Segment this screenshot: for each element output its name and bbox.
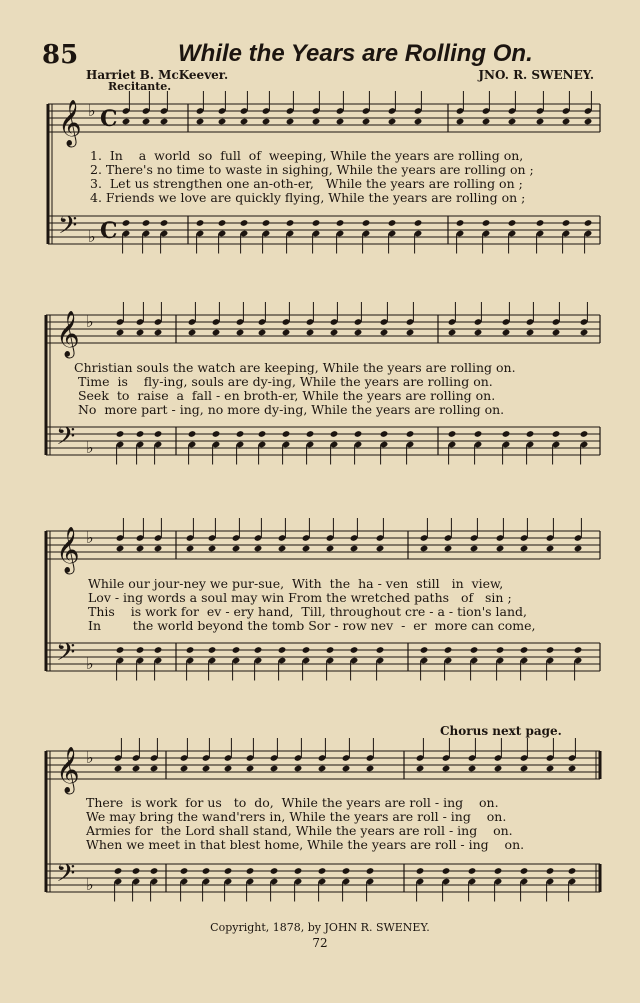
note-head <box>496 545 505 553</box>
note-head <box>354 430 363 438</box>
flat-sign-icon: ♭ <box>86 875 94 894</box>
note-head <box>302 646 311 654</box>
note-head <box>326 545 335 553</box>
note-head <box>180 867 189 875</box>
note-head <box>212 430 221 438</box>
lyric-line-s2-v4: No more part - ing, no more dy-ing, While the years are rolling on. <box>74 402 505 417</box>
note-head <box>294 765 303 773</box>
copyright-notice: Copyright, 1878, by JOHN R. SWENEY. <box>210 921 430 934</box>
note-head <box>318 765 327 773</box>
treble-clef-icon: 𝄞 <box>58 100 82 146</box>
note-head <box>154 329 163 337</box>
flat-sign-icon: ♭ <box>86 438 94 457</box>
note-head <box>246 867 255 875</box>
note-head <box>326 646 335 654</box>
note-head <box>568 765 577 773</box>
note-head <box>188 430 197 438</box>
note-head <box>536 219 545 227</box>
note-head <box>494 867 503 875</box>
note-head <box>312 118 321 126</box>
flat-sign-icon: ♭ <box>86 748 94 767</box>
note-head <box>354 329 363 337</box>
note-head <box>150 765 159 773</box>
bass-clef-icon: 𝄢 <box>56 422 76 457</box>
lyric-line-s3-v2: Lov - ing words a soul may win From the wretched paths of sin ; <box>88 590 512 605</box>
note-head <box>262 219 271 227</box>
note-head <box>136 646 145 654</box>
lyric-line-s4-v3: Armies for the Lord shall stand, While the years are roll - ing on. <box>86 823 513 838</box>
note-head <box>448 430 457 438</box>
lyric-line-s1-v4: 4. Friends we love are quickly flying, While the years are rolling on ; <box>90 190 526 205</box>
note-head <box>136 545 145 553</box>
note-head <box>342 765 351 773</box>
note-head <box>420 545 429 553</box>
note-head <box>362 118 371 126</box>
note-head <box>546 646 555 654</box>
note-head <box>442 867 451 875</box>
lyric-line-s4-v1: There is work for us to do, While the years are roll - ing on. <box>86 795 499 810</box>
note-head <box>240 219 249 227</box>
note-head <box>420 646 429 654</box>
flat-sign-icon: ♭ <box>88 101 96 120</box>
note-head <box>262 118 271 126</box>
lyric-line-s3-v3: This is work for ev - ery hand, Till, throughout cre - a - tion's land, <box>88 604 528 619</box>
flat-sign-icon: ♭ <box>88 227 96 246</box>
note-head <box>286 219 295 227</box>
lyric-line-s4-v2: We may bring the wand'rers in, While the years are roll - ing on. <box>86 809 507 824</box>
note-head <box>574 646 583 654</box>
note-head <box>562 118 571 126</box>
note-head <box>116 430 125 438</box>
note-head <box>406 329 415 337</box>
bass-clef-icon: 𝄢 <box>56 638 76 673</box>
lyric-line-s2-v1: Christian souls the watch are keeping, While the years are rolling on. <box>74 360 516 375</box>
note-head <box>240 118 249 126</box>
note-head <box>232 646 241 654</box>
note-head <box>406 430 415 438</box>
note-head <box>380 329 389 337</box>
lyric-line-s1-v1: 1. In a world so full of weeping, While the years are rolling on, <box>90 148 524 163</box>
note-head <box>212 329 221 337</box>
note-head <box>520 765 529 773</box>
note-head <box>154 646 163 654</box>
note-head <box>254 646 263 654</box>
note-head <box>180 765 189 773</box>
note-head <box>116 545 125 553</box>
note-head <box>376 646 385 654</box>
note-head <box>470 646 479 654</box>
note-head <box>218 118 227 126</box>
note-head <box>444 545 453 553</box>
note-head <box>482 219 491 227</box>
note-head <box>136 329 145 337</box>
note-head <box>508 219 517 227</box>
note-head <box>286 118 295 126</box>
note-head <box>208 545 217 553</box>
note-head <box>122 219 131 227</box>
hymn-number: 85 <box>42 40 79 70</box>
lyric-line-s3-v4: In the world beyond the tomb Sor - row nev - er more can come, <box>88 618 536 633</box>
note-head <box>302 545 311 553</box>
note-head <box>116 646 125 654</box>
note-head <box>330 430 339 438</box>
treble-clef-icon: 𝄞 <box>56 311 80 357</box>
note-head <box>132 867 141 875</box>
note-head <box>496 646 505 654</box>
lyric-line-s1-v2: 2. There's no time to waste in sighing, While the years are rolling on ; <box>90 162 534 177</box>
note-head <box>306 430 315 438</box>
note-head <box>160 219 169 227</box>
note-head <box>114 867 123 875</box>
note-head <box>188 329 197 337</box>
note-head <box>254 545 263 553</box>
note-head <box>132 765 141 773</box>
note-head <box>270 867 279 875</box>
note-head <box>236 430 245 438</box>
note-head <box>186 646 195 654</box>
note-head <box>246 765 255 773</box>
note-head <box>278 545 287 553</box>
note-head <box>448 329 457 337</box>
note-head <box>196 219 205 227</box>
note-head <box>350 646 359 654</box>
note-head <box>208 646 217 654</box>
flat-sign-icon: ♭ <box>86 528 94 547</box>
lyric-line-s3-v1: While our jour-ney we pur-sue, With the ha - ven still in view, <box>88 576 504 591</box>
note-head <box>546 765 555 773</box>
note-head <box>196 118 205 126</box>
note-head <box>416 765 425 773</box>
note-head <box>414 118 423 126</box>
note-head <box>116 329 125 337</box>
note-head <box>224 867 233 875</box>
note-head <box>574 545 583 553</box>
note-head <box>142 118 151 126</box>
chorus-next-note: Chorus next page. <box>440 724 562 738</box>
note-head <box>584 219 593 227</box>
composer-credit: JNO. R. SWENEY. <box>478 68 594 82</box>
note-head <box>366 765 375 773</box>
note-head <box>202 765 211 773</box>
note-head <box>114 765 123 773</box>
note-head <box>494 765 503 773</box>
note-head <box>474 430 483 438</box>
note-head <box>520 867 529 875</box>
note-head <box>336 219 345 227</box>
note-head <box>278 646 287 654</box>
hymn-title: While the Years are Rolling On. <box>178 40 533 67</box>
note-head <box>442 765 451 773</box>
note-head <box>444 646 453 654</box>
note-head <box>218 219 227 227</box>
note-head <box>552 329 561 337</box>
note-head <box>232 545 241 553</box>
note-head <box>468 765 477 773</box>
flat-sign-icon: ♭ <box>86 654 94 673</box>
note-head <box>150 867 159 875</box>
note-head <box>502 329 511 337</box>
note-head <box>362 219 371 227</box>
note-head <box>336 118 345 126</box>
note-head <box>526 430 535 438</box>
treble-clef-icon: 𝄞 <box>56 527 80 573</box>
note-head <box>154 545 163 553</box>
note-head <box>380 430 389 438</box>
note-head <box>270 765 279 773</box>
note-head <box>520 545 529 553</box>
note-head <box>520 646 529 654</box>
page-number: 72 <box>312 936 328 950</box>
note-head <box>474 329 483 337</box>
note-head <box>258 430 267 438</box>
note-head <box>552 430 561 438</box>
note-head <box>306 329 315 337</box>
note-head <box>508 118 517 126</box>
note-head <box>122 118 131 126</box>
note-head <box>416 867 425 875</box>
note-head <box>468 867 477 875</box>
author-credit: Harriet B. McKeever. <box>86 68 229 82</box>
note-head <box>526 329 535 337</box>
note-head <box>202 867 211 875</box>
lyric-line-s2-v3: Seek to raise a fall - en broth-er, While the years are rolling on. <box>74 388 496 403</box>
time-signature-icon: C <box>100 106 118 132</box>
note-head <box>186 545 195 553</box>
note-head <box>294 867 303 875</box>
note-head <box>160 118 169 126</box>
treble-clef-icon: 𝄞 <box>56 747 80 793</box>
note-head <box>456 219 465 227</box>
note-head <box>482 118 491 126</box>
note-head <box>388 118 397 126</box>
note-head <box>580 329 589 337</box>
bass-clef-icon: 𝄢 <box>58 211 78 246</box>
note-head <box>258 329 267 337</box>
note-head <box>224 765 233 773</box>
lyric-line-s1-v3: 3. Let us strengthen one an-oth-er, While the years are rolling on ; <box>90 176 523 191</box>
note-head <box>562 219 571 227</box>
note-head <box>282 329 291 337</box>
note-head <box>580 430 589 438</box>
note-head <box>318 867 327 875</box>
lyric-line-s2-v2: Time is fly-ing, souls are dy-ing, While the years are rolling on. <box>74 374 493 389</box>
note-head <box>342 867 351 875</box>
flat-sign-icon: ♭ <box>86 312 94 331</box>
note-head <box>546 545 555 553</box>
tempo-marking: Recitante. <box>108 80 172 93</box>
bass-clef-icon: 𝄢 <box>56 859 76 894</box>
note-head <box>568 867 577 875</box>
note-head <box>350 545 359 553</box>
note-head <box>366 867 375 875</box>
note-head <box>502 430 511 438</box>
note-head <box>584 118 593 126</box>
note-head <box>330 329 339 337</box>
note-head <box>142 219 151 227</box>
note-head <box>414 219 423 227</box>
note-head <box>236 329 245 337</box>
lyric-line-s4-v4: When we meet in that blest home, While the years are roll - ing on. <box>86 837 525 852</box>
note-head <box>456 118 465 126</box>
time-signature-icon: C <box>100 218 118 244</box>
note-head <box>388 219 397 227</box>
note-head <box>282 430 291 438</box>
note-head <box>536 118 545 126</box>
note-head <box>470 545 479 553</box>
note-head <box>154 430 163 438</box>
note-head <box>312 219 321 227</box>
note-head <box>136 430 145 438</box>
note-head <box>376 545 385 553</box>
note-head <box>546 867 555 875</box>
